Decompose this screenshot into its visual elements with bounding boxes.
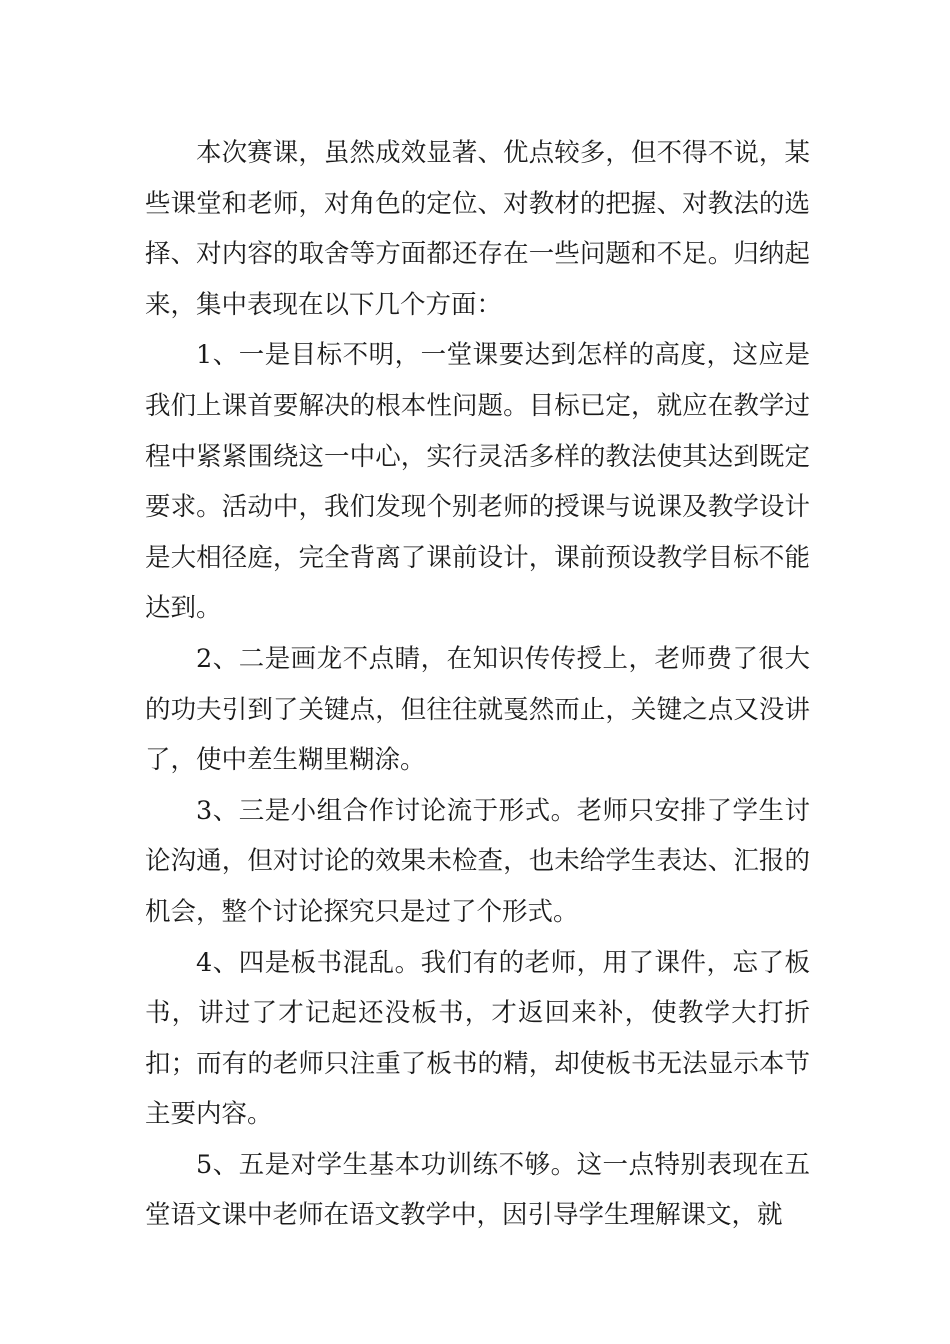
paragraph-item-5: 5、五是对学生基本功训练不够。这一点特别表现在五堂语文课中老师在语文教学中，因引导学生理解课文，就	[145, 1149, 810, 1231]
paragraph-intro: 本次赛课，虽然成效显著、优点较多，但不得不说，某些课堂和老师，对角色的定位、对教材的把握、对教法的选择、对内容的取舍等方面都还存在一些问题和不足。归纳起来，集中表现在以下几个方面：	[145, 138, 810, 320]
paragraph-item-4: 4、四是板书混乱。我们有的老师，用了课件，忘了板书，讲过了才记起还没板书，才返回来补，使教学大打折扣；而有的老师只注重了板书的精，却使板书无法显示本节主要内容。	[145, 947, 810, 1130]
paragraph-item-3: 3、三是小组合作讨论流于形式。老师只安排了学生讨论沟通，但对讨论的效果未检查，也未给学生表达、汇报的机会，整个讨论探究只是过了个形式。	[145, 795, 810, 927]
paragraph-item-1: 1、一是目标不明，一堂课要达到怎样的高度，这应是我们上课首要解决的根本性问题。目标已定，就应在教学过程中紧紧围绕这一中心，实行灵活多样的教法使其达到既定要求。活动中，我们发现个别老师的授课与说课及教学设计是大相径庭，完全背离了课前设计，课前预设教学目标不能达到。	[145, 340, 810, 624]
paragraph-item-2: 2、二是画龙不点睛，在知识传传授上，老师费了很大的功夫引到了关键点，但往往就戛然而止，关键之点又没讲了，使中差生糊里糊涂。	[145, 643, 810, 776]
document-body	[145, 128, 810, 1241]
